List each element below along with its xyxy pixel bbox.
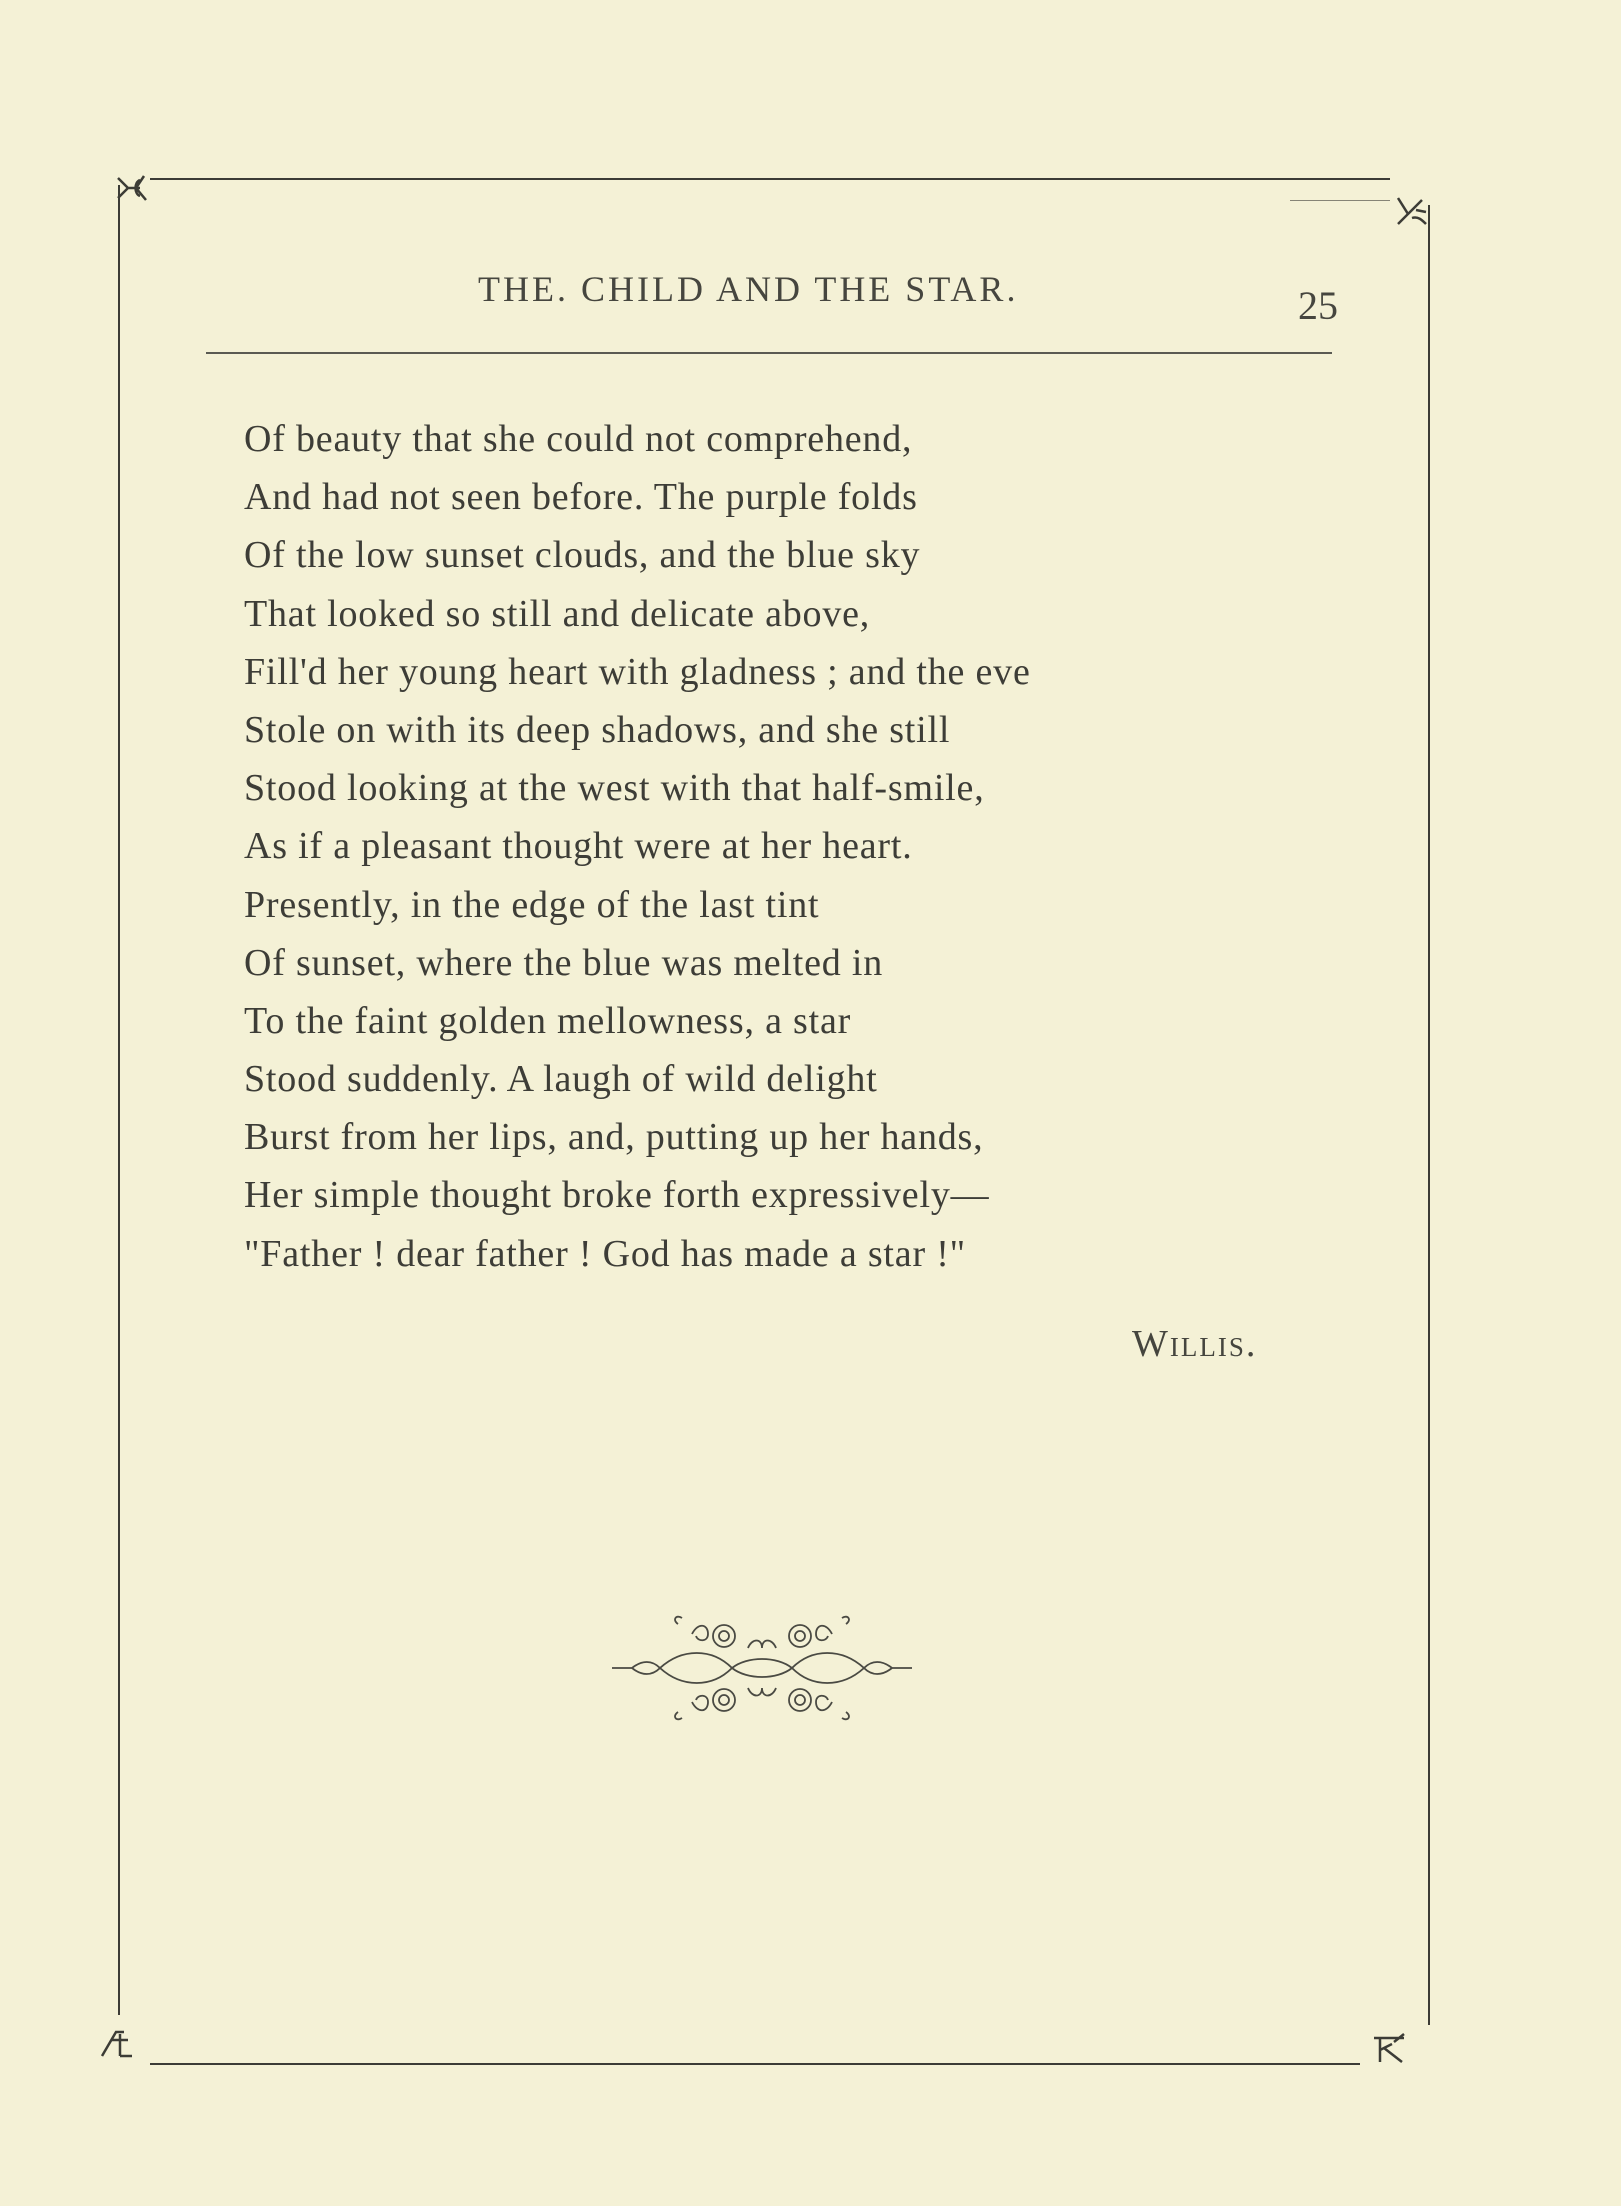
header-rule [206, 352, 1332, 354]
poem-line: Of beauty that she could not comprehend, [244, 418, 913, 460]
poem-line: Burst from her lips, and, putting up her hands, [244, 1116, 984, 1159]
frame-right-line [1428, 205, 1430, 2025]
poem-line: Stole on with its deep shadows, and she still [244, 708, 951, 751]
poem-line: Her simple thought broke forth expressively— [244, 1174, 990, 1217]
poem-line: "Father ! dear father ! God has made a star !" [244, 1232, 966, 1275]
author-attribution: Willis. [1132, 1323, 1258, 1365]
frame-top-line [150, 178, 1390, 180]
poem-line: To the faint golden mellowness, a star [244, 999, 852, 1042]
poem-line: Fill'd her young heart with gladness ; and the eve [244, 650, 1031, 693]
poem-line: Stood suddenly. A laugh of wild delight [244, 1058, 878, 1101]
corner-top-left-icon [114, 168, 154, 208]
running-head: THE. CHILD AND THE STAR. [478, 269, 1019, 309]
poem-line: Of the low sunset clouds, and the blue sky [244, 534, 921, 577]
corner-top-right-icon [1392, 190, 1432, 230]
poem-line: Presently, in the edge of the last tint [244, 883, 820, 926]
frame-bottom-line [150, 2063, 1360, 2065]
frame-left-line [118, 185, 120, 2015]
poem-line: Of sunset, where the blue was melted in [244, 941, 884, 984]
poem-line: That looked so still and delicate above, [244, 592, 871, 635]
poem-line: As if a pleasant thought were at her heart. [244, 825, 913, 868]
poem-verse [244, 410, 1031, 1283]
corner-bottom-right-icon [1370, 2028, 1410, 2068]
corner-bottom-left-icon [98, 2022, 138, 2062]
frame-top-line-right [1290, 200, 1390, 201]
tailpiece-ornament-icon [612, 1608, 912, 1728]
page-number: 25 [1298, 283, 1338, 328]
poem-line: Stood looking at the west with that half-smile, [244, 767, 985, 810]
poem-line: And had not seen before. The purple folds [244, 476, 918, 519]
